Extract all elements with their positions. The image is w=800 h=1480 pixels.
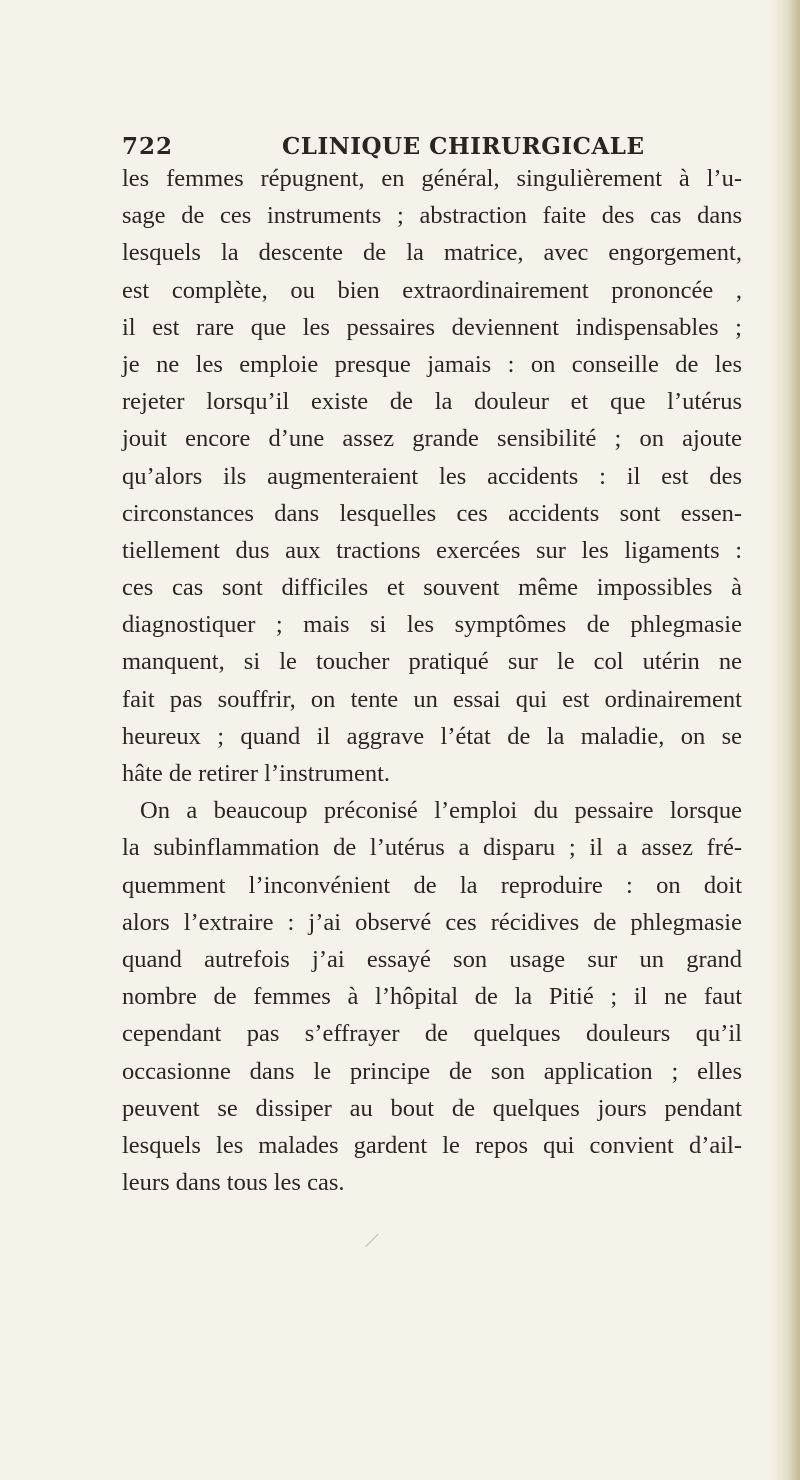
text-line: circonstances dans lesquelles ces accidents sont essen- [122,499,742,527]
text-line: rejeter lorsqu’il existe de la douleur et que l’utérus [122,388,742,416]
text-line: je ne les emploie presque jamais : on conseille de les [122,350,742,378]
text-line: lesquels la descente de la matrice, avec engorgement, [122,239,742,267]
text-line: alors l’extraire : j’ai observé ces récidives de phlegmasie [122,908,742,936]
text-line: lesquels les malades gardent le repos qui convient d’ail- [122,1131,742,1159]
text-line: quemment l’inconvénient de la reproduire : on doit [122,871,742,899]
text-line: leurs dans tous les cas. [122,1169,345,1197]
stray-pencil-mark [353,1221,379,1247]
body-text [122,160,742,1201]
text-line: peuvent se dissiper au bout de quelques jours pendant [122,1094,742,1122]
text-line: cependant pas s’effrayer de quelques douleurs qu’il [122,1020,742,1048]
text-line: la subinflammation de l’utérus a disparu ; il a assez fré- [122,834,742,862]
text-line: qu’alors ils augmenteraient les accidents : il est des [122,462,742,490]
text-line: est complète, ou bien extraordinairement prononcée , [122,276,742,304]
text-line: fait pas souffrir, on tente un essai qui est ordinairement [122,685,742,713]
text-line: manquent, si le toucher pratiqué sur le col utérin ne [122,648,742,676]
text-line: jouit encore d’une assez grande sensibilité ; on ajoute [122,425,742,453]
running-title: CLINIQUE CHIRURGICALE [282,133,645,160]
text-line: les femmes répugnent, en général, singulièrement à l’u- [122,165,742,192]
text-line: heureux ; quand il aggrave l’état de la maladie, on se [122,722,742,750]
page-number: 722 [122,133,174,160]
text-line: quand autrefois j’ai essayé son usage sur un grand [122,945,742,973]
text-line: nombre de femmes à l’hôpital de la Pitié ; il ne faut [122,983,742,1011]
page-edge-shadow [770,0,800,1480]
text-line: hâte de retirer l’instrument. [122,760,391,787]
text-line: il est rare que les pessaires deviennent indispensables ; [122,313,742,341]
paragraph-start-line: On a beaucoup préconisé l’emploi du pessaire lorsque [140,797,742,825]
text-line: tiellement dus aux tractions exercées sur les ligaments : [122,536,742,564]
text-line: occasionne dans le principe de son application ; elles [122,1057,742,1085]
text-line: diagnostiquer ; mais si les symptômes de phlegmasie [122,611,742,639]
text-line: sage de ces instruments ; abstraction faite des cas dans [122,202,742,230]
text-line: ces cas sont difficiles et souvent même impossibles à [122,574,742,602]
